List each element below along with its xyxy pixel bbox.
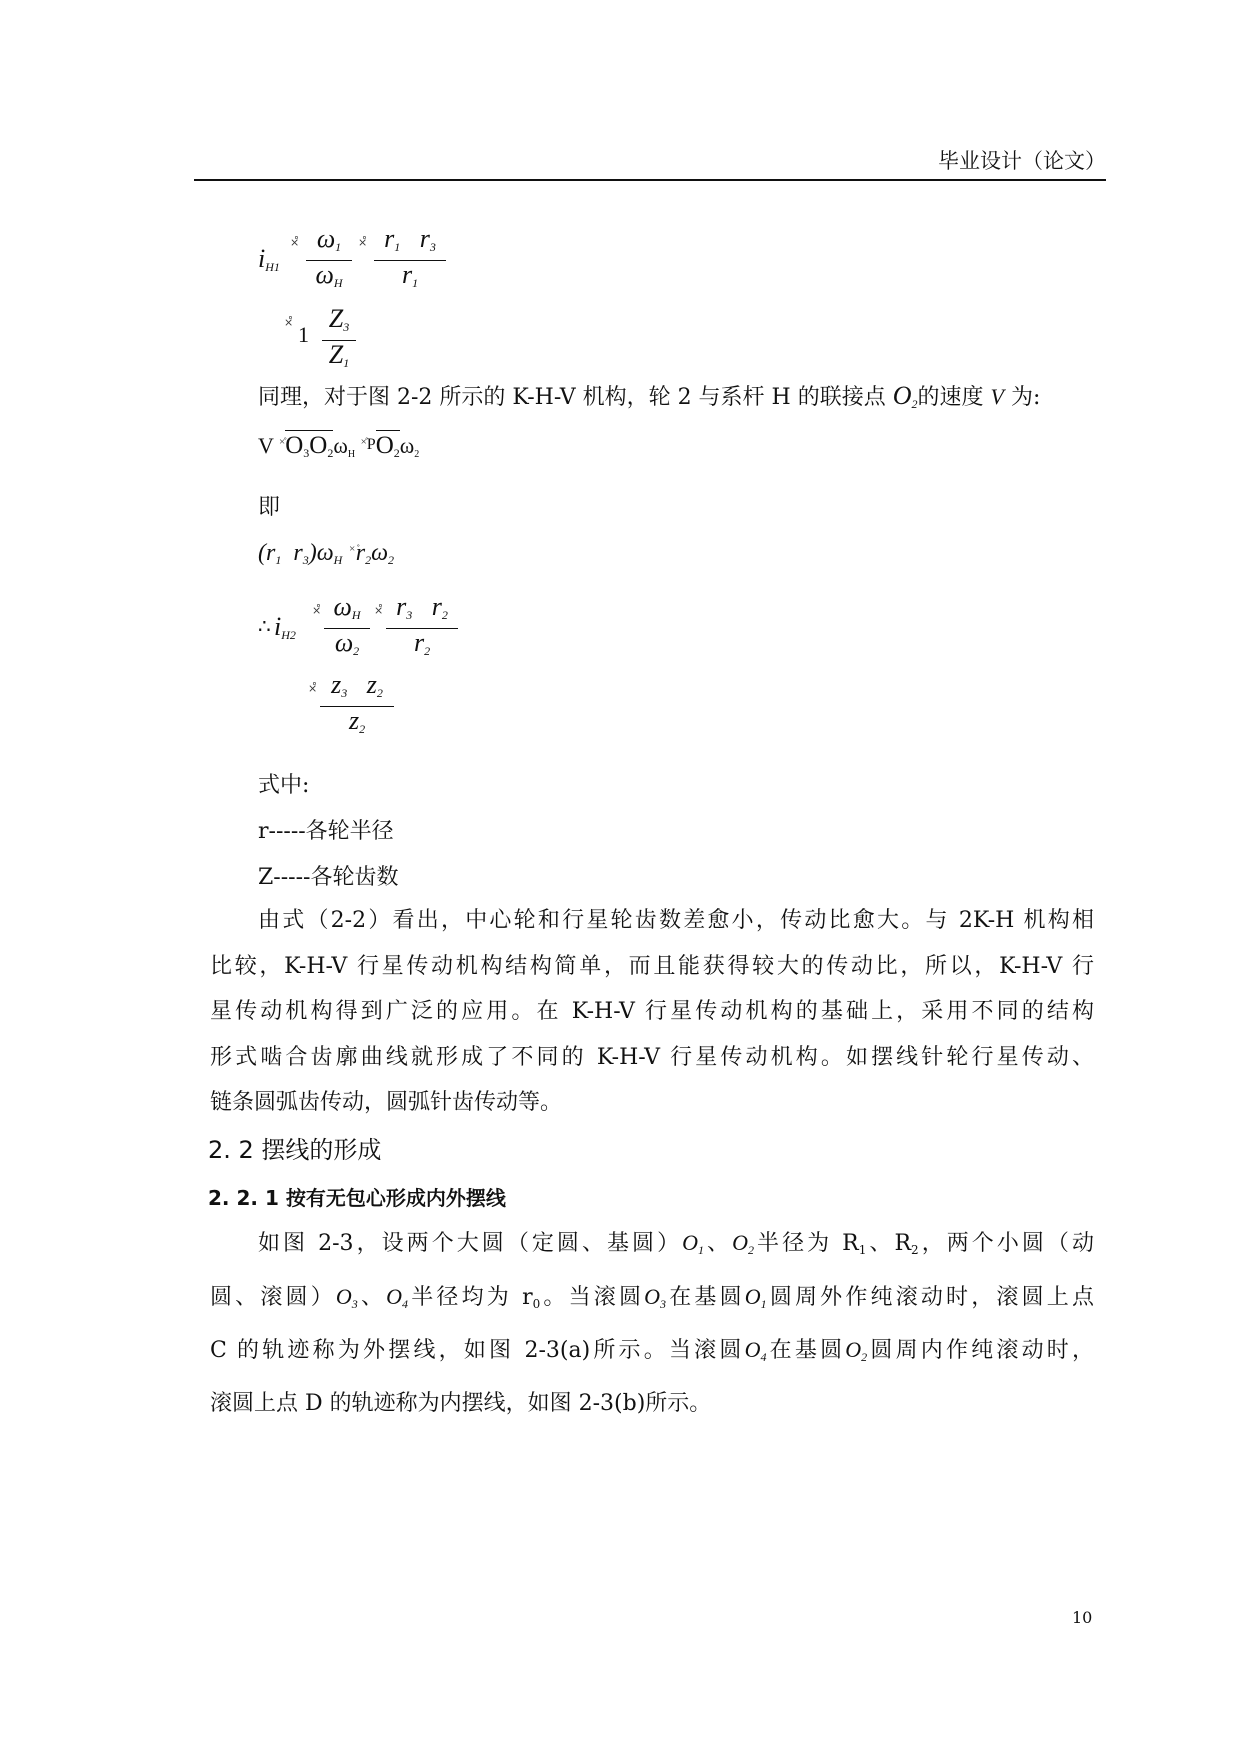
paragraph-1-line: 比较，K-H-V 行星传动机构结构简单，而且能获得较大的传动比，所以，K-H-V 行	[210, 953, 1094, 979]
page-header	[194, 146, 1106, 181]
eq6-mark: ×̊	[308, 682, 318, 695]
eq1-mark1: ×̊	[290, 236, 300, 249]
eq2-fraction: $\frac{Z3}{Z1}$	[322, 306, 356, 377]
paragraph-2	[210, 1220, 1094, 1426]
paragraph-1	[210, 898, 1094, 1126]
text-shizhong: 式中:	[258, 773, 310, 798]
eq1-mark2: ×̊	[358, 236, 368, 249]
eq5-mark1: ×̊	[312, 604, 322, 617]
text-tongli: 同理，对于图 2-2 所示的 K-H-V 机构，轮 2 与系杆 H 的联接点 $O_2$的速度 V 为:	[258, 381, 1041, 411]
header-title: 毕业设计（论文）	[938, 149, 1106, 173]
text-ji: 即	[258, 495, 281, 520]
eq6-fraction: $\frac{z3 z2}{z2}$	[320, 672, 394, 743]
eq2-mark: ×̊	[284, 316, 294, 329]
equation-3: V ×̊O3O2ωH ×̊PO2ω2	[258, 432, 420, 460]
eq5-mark2: ×̊	[374, 604, 384, 617]
paragraph-2-line-3: C 的轨迹称为外摆线，如图 2-3(a)所示。当滚圆$O_4$在基圆$O_2$圆周内作纯滚动时，	[210, 1337, 1094, 1364]
eq2-one: 1	[298, 322, 309, 347]
eq5-i: $i_{H2}$	[274, 612, 296, 642]
text-def-r: r-----各轮半径	[258, 819, 394, 844]
eq5-therefore: ∴	[258, 616, 271, 638]
paragraph-2-line-1: 如图 2-3，设两个大圆（定圆、基圆）$O_1$、$O_2$半径为 R1、R2，两个小圆（动	[258, 1230, 1094, 1257]
eq1-fraction-omega: $\frac{\omega_1}{\omega_H}$	[306, 226, 352, 297]
equation-4: (r1 $r3)\omega_H$ ×̊r2ω2	[258, 540, 395, 567]
eq5-fraction-radius: $\frac{r3 r2}{r2}$	[386, 594, 458, 665]
paragraph-1-line: 由式（2-2）看出，中心轮和行星轮齿数差愈小，传动比愈大。与 2K-H 机构相	[258, 908, 1094, 933]
eq1-fraction-radius: $\frac{r_1 r_3}{r_1}$	[374, 226, 446, 297]
paragraph-1-line: 星传动机构得到广泛的应用。在 K-H-V 行星传动机构的基础上，采用不同的结构	[210, 999, 1094, 1024]
eq1-i: $i_{H1}$	[258, 244, 280, 274]
paragraph-1-line: 形式啮合齿廓曲线就形成了不同的 K-H-V 行星传动机构。如摆线针轮行星传动、	[210, 1044, 1094, 1070]
page-number: 10	[1072, 1608, 1093, 1627]
paragraph-2-line-2: 圆、滚圆）$O_3$、$O_4$半径均为 r0。当滚圆$O_3$在基圆$O_1$圆周外作纯滚动时，滚圆上点	[210, 1283, 1094, 1311]
section-heading: 2. 2 摆线的形成	[208, 1136, 382, 1164]
subsection-heading: 2. 2. 1 按有无包心形成内外摆线	[208, 1186, 506, 1210]
paragraph-2-line-4: 滚圆上点 D 的轨迹称为内摆线，如图 2-3(b)所示。	[210, 1390, 712, 1416]
eq5-fraction-omega: $\frac{\omega_H}{\omega 2}$	[324, 594, 370, 665]
paragraph-1-line: 链条圆弧齿传动，圆弧针齿传动等。	[210, 1090, 563, 1115]
text-def-z: Z-----各轮齿数	[258, 865, 399, 890]
